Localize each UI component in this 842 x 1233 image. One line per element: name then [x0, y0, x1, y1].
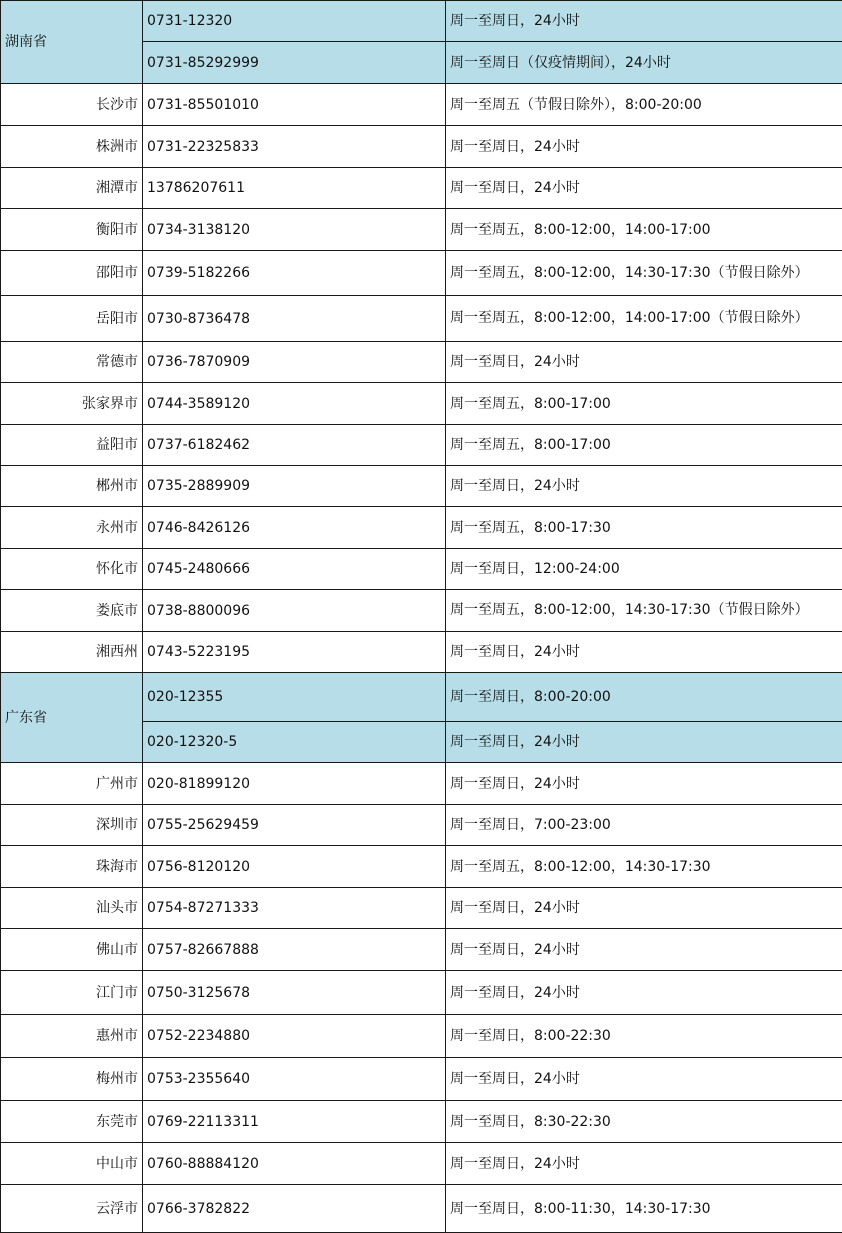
province-row	[1, 673, 842, 722]
table-row	[1, 1101, 842, 1143]
city-name: 郴州市	[1, 466, 143, 507]
phone-cell: 0737-6182462	[143, 425, 446, 466]
hours-cell: 周一至周日（仅疫情期间），24小时	[446, 42, 842, 84]
phone-cell: 0769-22113311	[143, 1101, 446, 1143]
hours-cell: 周一至周日，7:00-23:00	[446, 805, 842, 846]
city-name: 永州市	[1, 507, 143, 549]
table-row	[1, 383, 842, 425]
hours-cell: 周一至周日，8:00-20:00	[446, 673, 842, 722]
hours-cell: 周一至周日，24小时	[446, 722, 842, 763]
hours-cell: 周一至周五，8:00-12:00，14:30-17:30	[446, 846, 842, 888]
province-name: 湖南省	[1, 1, 143, 84]
city-name: 长沙市	[1, 84, 143, 126]
phone-cell: 0731-85501010	[143, 84, 446, 126]
table-row	[1, 1185, 842, 1233]
table-row	[1, 84, 842, 126]
hours-cell: 周一至周日，24小时	[446, 632, 842, 673]
table-row	[1, 763, 842, 805]
hours-cell: 周一至周五，8:00-17:30	[446, 507, 842, 549]
phone-cell: 0766-3782822	[143, 1185, 446, 1233]
phone-cell: 0730-8736478	[143, 296, 446, 342]
city-name: 梅州市	[1, 1058, 143, 1101]
hours-cell: 周一至周日，24小时	[446, 466, 842, 507]
table-row	[1, 846, 842, 888]
province-row	[1, 1, 842, 42]
hours-cell: 周一至周日，12:00-24:00	[446, 549, 842, 590]
phone-cell: 0755-25629459	[143, 805, 446, 846]
hours-cell: 周一至周日，24小时	[446, 1, 842, 42]
hours-cell: 周一至周日，24小时	[446, 168, 842, 209]
hours-cell: 周一至周五，8:00-12:00，14:00-17:00	[446, 209, 842, 251]
phone-cell: 0746-8426126	[143, 507, 446, 549]
province-name: 广东省	[1, 673, 143, 763]
phone-cell: 0735-2889909	[143, 466, 446, 507]
phone-cell: 0757-82667888	[143, 929, 446, 971]
table-row	[1, 888, 842, 929]
phone-cell: 0760-88884120	[143, 1143, 446, 1185]
city-name: 佛山市	[1, 929, 143, 971]
phone-cell: 0731-85292999	[143, 42, 446, 84]
table-row	[1, 805, 842, 846]
city-name: 株洲市	[1, 126, 143, 168]
hours-cell: 周一至周日，8:00-11:30，14:30-17:30	[446, 1185, 842, 1233]
hours-cell: 周一至周五（节假日除外），8:00-20:00	[446, 84, 842, 126]
hours-cell: 周一至周日，24小时	[446, 342, 842, 383]
city-name: 中山市	[1, 1143, 143, 1185]
city-name: 东莞市	[1, 1101, 143, 1143]
hours-cell: 周一至周五，8:00-12:00，14:00-17:00（节假日除外）	[446, 296, 842, 342]
hours-cell: 周一至周日，24小时	[446, 126, 842, 168]
hours-cell: 周一至周五，8:00-12:00，14:30-17:30（节假日除外）	[446, 590, 842, 632]
phone-cell: 0738-8800096	[143, 590, 446, 632]
city-name: 江门市	[1, 971, 143, 1015]
hours-cell: 周一至周日，8:30-22:30	[446, 1101, 842, 1143]
phone-cell: 0739-5182266	[143, 251, 446, 296]
phone-cell: 0731-12320	[143, 1, 446, 42]
city-name: 益阳市	[1, 425, 143, 466]
table-row	[1, 425, 842, 466]
table-row	[1, 929, 842, 971]
city-name: 汕头市	[1, 888, 143, 929]
table-row	[1, 549, 842, 590]
hours-cell: 周一至周日，24小时	[446, 888, 842, 929]
table-row	[1, 466, 842, 507]
city-name: 深圳市	[1, 805, 143, 846]
table-row	[1, 1058, 842, 1101]
hours-cell: 周一至周五，8:00-17:00	[446, 383, 842, 425]
city-name: 云浮市	[1, 1185, 143, 1233]
phone-cell: 0743-5223195	[143, 632, 446, 673]
phone-cell: 0736-7870909	[143, 342, 446, 383]
table-row	[1, 296, 842, 342]
hours-cell: 周一至周日，24小时	[446, 971, 842, 1015]
table-row	[1, 507, 842, 549]
hours-cell: 周一至周日，24小时	[446, 1058, 842, 1101]
city-name: 湘西州	[1, 632, 143, 673]
hours-cell: 周一至周日，24小时	[446, 929, 842, 971]
city-name: 湘潭市	[1, 168, 143, 209]
hours-cell: 周一至周五，8:00-17:00	[446, 425, 842, 466]
phone-cell: 0756-8120120	[143, 846, 446, 888]
phone-cell: 020-12320-5	[143, 722, 446, 763]
phone-cell: 020-81899120	[143, 763, 446, 805]
city-name: 娄底市	[1, 590, 143, 632]
hours-cell: 周一至周日，8:00-22:30	[446, 1015, 842, 1058]
city-name: 常德市	[1, 342, 143, 383]
city-name: 广州市	[1, 763, 143, 805]
city-name: 邵阳市	[1, 251, 143, 296]
table-row	[1, 971, 842, 1015]
table-row	[1, 1143, 842, 1185]
city-name: 张家界市	[1, 383, 143, 425]
table-row	[1, 590, 842, 632]
table-row	[1, 209, 842, 251]
table-row	[1, 342, 842, 383]
phone-cell: 020-12355	[143, 673, 446, 722]
table-row	[1, 632, 842, 673]
phone-cell: 0754-87271333	[143, 888, 446, 929]
table-row	[1, 1015, 842, 1058]
phone-cell: 0734-3138120	[143, 209, 446, 251]
phone-cell: 0731-22325833	[143, 126, 446, 168]
phone-cell: 13786207611	[143, 168, 446, 209]
city-name: 惠州市	[1, 1015, 143, 1058]
city-name: 珠海市	[1, 846, 143, 888]
city-name: 怀化市	[1, 549, 143, 590]
phone-cell: 0744-3589120	[143, 383, 446, 425]
city-name: 岳阳市	[1, 296, 143, 342]
phone-cell: 0752-2234880	[143, 1015, 446, 1058]
phone-cell: 0750-3125678	[143, 971, 446, 1015]
hours-cell: 周一至周日，24小时	[446, 763, 842, 805]
table-row	[1, 126, 842, 168]
phone-cell: 0745-2480666	[143, 549, 446, 590]
city-name: 衡阳市	[1, 209, 143, 251]
table-row	[1, 168, 842, 209]
phone-cell: 0753-2355640	[143, 1058, 446, 1101]
table-row	[1, 251, 842, 296]
hours-cell: 周一至周日，24小时	[446, 1143, 842, 1185]
hours-cell: 周一至周五，8:00-12:00，14:30-17:30（节假日除外）	[446, 251, 842, 296]
